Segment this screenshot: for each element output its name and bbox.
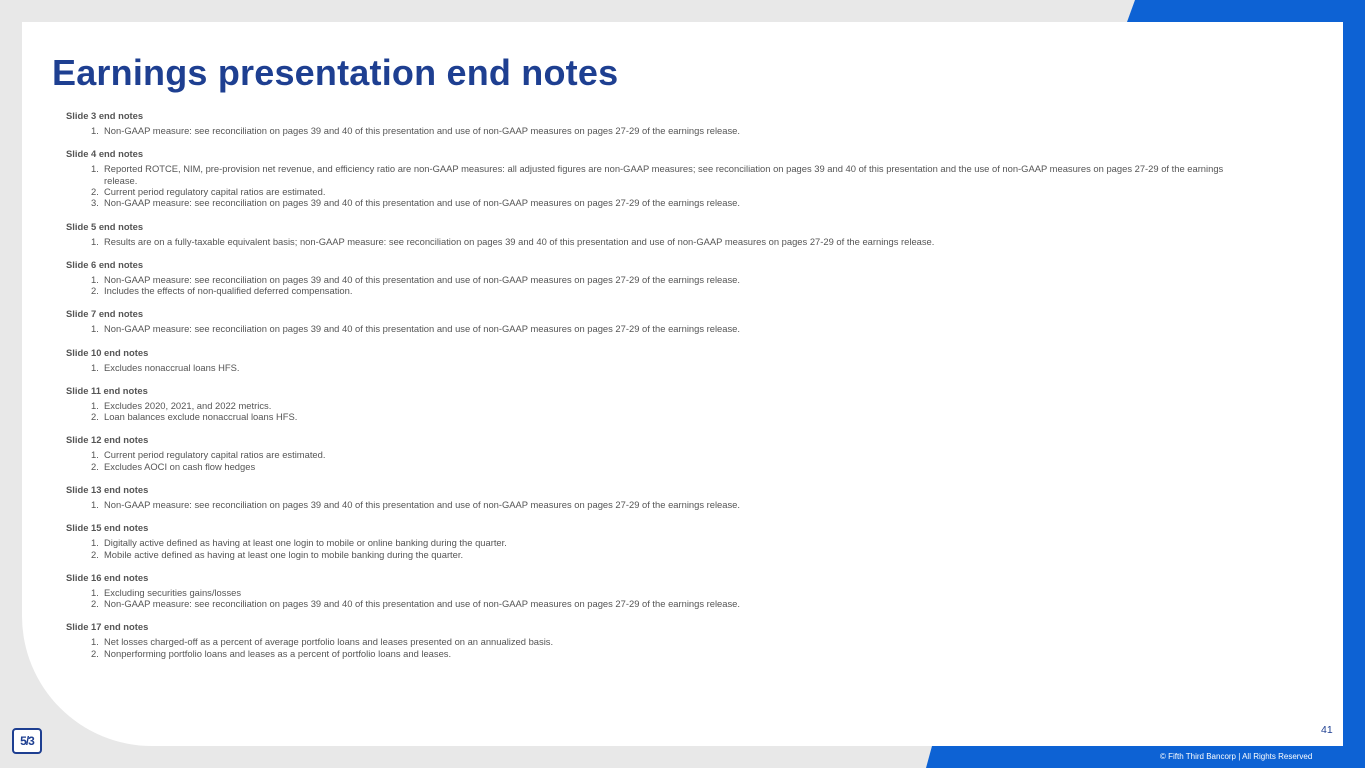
note-item (66, 636, 1246, 647)
note-item (66, 323, 1246, 334)
note-list (66, 323, 1246, 334)
note-item (66, 499, 1246, 510)
note-number: 2. (91, 285, 99, 297)
note-item (66, 163, 1246, 186)
note-item (66, 362, 1246, 373)
note-number: 1. (91, 361, 99, 373)
note-text: Non-GAAP measure: see reconciliation on pages 39 and 40 of this presentation and use of non-GAAP measures on pages 27-29 of the earnings release. (104, 323, 740, 335)
note-text: Reported ROTCE, NIM, pre-provision net revenue, and efficiency ratio are non-GAAP measures: all adjusted figures are non-GAAP measures; see reconciliation on pages 39 and 40 of this presentation and the use of non-GAAP measures on pages 27-29 of the earnings release. (104, 163, 1224, 186)
fifth-third-logo-icon (12, 728, 42, 754)
end-notes-section (66, 110, 1246, 136)
note-text: Nonperforming portfolio loans and leases as a percent of portfolio loans and leases. (104, 647, 452, 659)
end-notes-section (66, 308, 1246, 334)
note-item (66, 411, 1246, 422)
note-list (66, 125, 1246, 136)
note-list (66, 499, 1246, 510)
note-number: 2. (91, 411, 99, 423)
end-notes-section (66, 148, 1246, 209)
note-item (66, 285, 1246, 296)
section-title: Slide 17 end notes (66, 621, 149, 633)
end-notes-list (66, 110, 1246, 671)
section-title: Slide 5 end notes (66, 220, 144, 232)
note-text: Net losses charged-off as a percent of average portfolio loans and leases presented on an annualized basis. (104, 636, 554, 648)
note-text: Excludes nonaccrual loans HFS. (104, 361, 240, 373)
section-title: Slide 12 end notes (66, 434, 149, 446)
end-notes-section (66, 221, 1246, 247)
note-list (66, 587, 1246, 610)
section-title: Slide 3 end notes (66, 110, 144, 121)
note-number: 2. (91, 548, 99, 560)
note-item (66, 549, 1246, 560)
note-number: 2. (91, 186, 99, 198)
note-number: 1. (91, 235, 99, 247)
note-text: Current period regulatory capital ratios are estimated. (104, 449, 326, 461)
copyright-notice: © Fifth Third Bancorp | All Rights Reserved (1160, 752, 1313, 761)
end-notes-section (66, 434, 1246, 472)
note-item (66, 461, 1246, 472)
accent-band-right (1343, 0, 1365, 768)
note-item (66, 236, 1246, 247)
note-item (66, 598, 1246, 609)
section-title: Slide 7 end notes (66, 308, 144, 320)
section-title: Slide 10 end notes (66, 346, 149, 358)
note-number: 1. (91, 499, 99, 511)
note-text: Non-GAAP measure: see reconciliation on pages 39 and 40 of this presentation and use of non-GAAP measures on pages 27-29 of the earnings release. (104, 598, 740, 610)
note-text: Mobile active defined as having at least one login to mobile banking during the quarter. (104, 548, 464, 560)
note-text: Excludes 2020, 2021, and 2022 metrics. (104, 399, 272, 411)
note-item (66, 400, 1246, 411)
note-text: Excludes AOCI on cash flow hedges (104, 460, 256, 472)
note-item (66, 125, 1246, 136)
note-text: Non-GAAP measure: see reconciliation on pages 39 and 40 of this presentation and use of non-GAAP measures on pages 27-29 of the earnings release. (104, 499, 740, 511)
note-number: 1. (91, 163, 99, 175)
note-list (66, 362, 1246, 373)
note-item (66, 449, 1246, 460)
note-number: 1. (91, 399, 99, 411)
note-number: 1. (91, 273, 99, 285)
note-number: 1. (91, 636, 99, 648)
note-text: Excluding securities gains/losses (104, 586, 242, 598)
note-number: 1. (91, 323, 99, 335)
section-title: Slide 13 end notes (66, 484, 149, 496)
note-text: Loan balances exclude nonaccrual loans HFS. (104, 411, 298, 423)
note-list (66, 537, 1246, 560)
section-title: Slide 15 end notes (66, 522, 149, 534)
note-number: 1. (91, 537, 99, 549)
end-notes-section (66, 522, 1246, 560)
note-item (66, 648, 1246, 659)
note-number: 2. (91, 598, 99, 610)
page-number: 41 (1321, 724, 1333, 736)
note-text: Non-GAAP measure: see reconciliation on pages 39 and 40 of this presentation and use of non-GAAP measures on pages 27-29 of the earnings release. (104, 273, 740, 285)
logo-text: 5/3 (20, 734, 34, 748)
section-title: Slide 11 end notes (66, 384, 148, 396)
end-notes-section (66, 484, 1246, 510)
section-title: Slide 4 end notes (66, 148, 144, 160)
note-number: 2. (91, 647, 99, 659)
note-number: 2. (91, 460, 99, 472)
note-number: 1. (91, 586, 99, 598)
note-item (66, 274, 1246, 285)
end-notes-section (66, 621, 1246, 659)
end-notes-section (66, 385, 1246, 423)
section-title: Slide 16 end notes (66, 571, 149, 583)
end-notes-section (66, 259, 1246, 297)
end-notes-section (66, 347, 1246, 373)
note-list (66, 449, 1246, 472)
note-text: Includes the effects of non-qualified deferred compensation. (104, 285, 353, 297)
note-number: 1. (91, 125, 99, 136)
slide-panel (22, 22, 1343, 746)
accent-band-top (1127, 0, 1365, 22)
note-list (66, 400, 1246, 423)
note-text: Non-GAAP measure: see reconciliation on pages 39 and 40 of this presentation and use of non-GAAP measures on pages 27-29 of the earnings release. (104, 197, 740, 209)
note-list (66, 636, 1246, 659)
page-title: Earnings presentation end notes (52, 52, 619, 93)
note-item (66, 587, 1246, 598)
note-list (66, 274, 1246, 297)
note-text: Current period regulatory capital ratios are estimated. (104, 186, 326, 198)
note-item (66, 186, 1246, 197)
note-text: Results are on a fully-taxable equivalent basis; non-GAAP measure: see reconciliation on pages 39 and 40 of this presentation and use of non-GAAP measures on pages 27-29 of the earnings release. (104, 235, 935, 247)
note-list (66, 236, 1246, 247)
note-text: Non-GAAP measure: see reconciliation on pages 39 and 40 of this presentation and use of non-GAAP measures on pages 27-29 of the earnings release. (104, 125, 740, 136)
note-item (66, 197, 1246, 208)
note-number: 3. (91, 197, 99, 209)
section-title: Slide 6 end notes (66, 258, 144, 270)
note-text: Digitally active defined as having at least one login to mobile or online banking during the quarter. (104, 537, 507, 549)
note-list (66, 163, 1246, 209)
end-notes-section (66, 572, 1246, 610)
note-number: 1. (91, 449, 99, 461)
note-item (66, 537, 1246, 548)
